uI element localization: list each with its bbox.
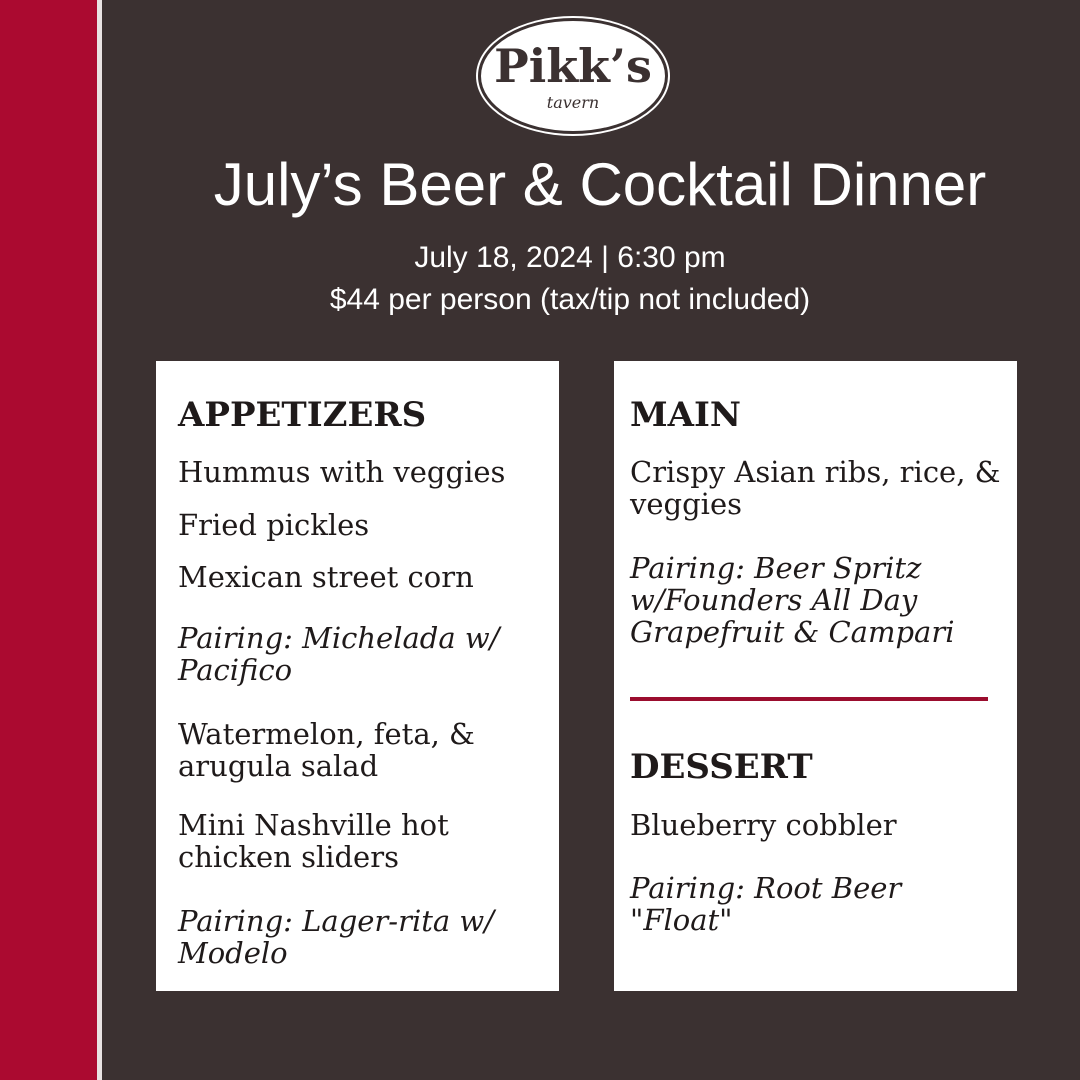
dessert-heading: DESSERT (630, 747, 813, 787)
menu-item: Crispy Asian ribs, rice, & veggies (630, 455, 1001, 521)
event-price: $44 per person (tax/tip not included) (329, 283, 811, 316)
pairing-note: Pairing: Root Beer "Float" (630, 871, 902, 937)
stripe-border (97, 0, 102, 1080)
logo-name: Pikk’s (494, 39, 652, 93)
menu-item: Mini Nashville hot chicken sliders (178, 808, 449, 874)
pairing-note: Pairing: Michelada w/ Pacifico (178, 621, 500, 687)
event-title: July’s Beer & Cocktail Dinner (213, 151, 987, 218)
pairing-note: Pairing: Lager-rita w/ Modelo (178, 904, 494, 970)
main-heading: MAIN (630, 395, 741, 435)
pairing-note: Pairing: Beer Spritz w/Founders All Day Grapefruit & Campari (630, 551, 955, 649)
pikks-tavern-logo (478, 18, 668, 134)
appetizers-card (156, 361, 559, 991)
menu-item: Blueberry cobbler (630, 808, 897, 842)
main-dessert-card (614, 361, 1017, 991)
appetizers-heading: APPETIZERS (178, 395, 427, 435)
logo-subtitle: tavern (546, 93, 600, 112)
section-divider (630, 697, 988, 701)
menu-item: Fried pickles (178, 508, 370, 542)
event-date-time: July 18, 2024 | 6:30 pm (414, 241, 726, 274)
menu-item: Watermelon, feta, & arugula salad (178, 717, 475, 783)
menu-item: Hummus with veggies (178, 455, 506, 489)
menu-item: Mexican street corn (178, 560, 474, 594)
red-side-stripe (0, 0, 97, 1080)
